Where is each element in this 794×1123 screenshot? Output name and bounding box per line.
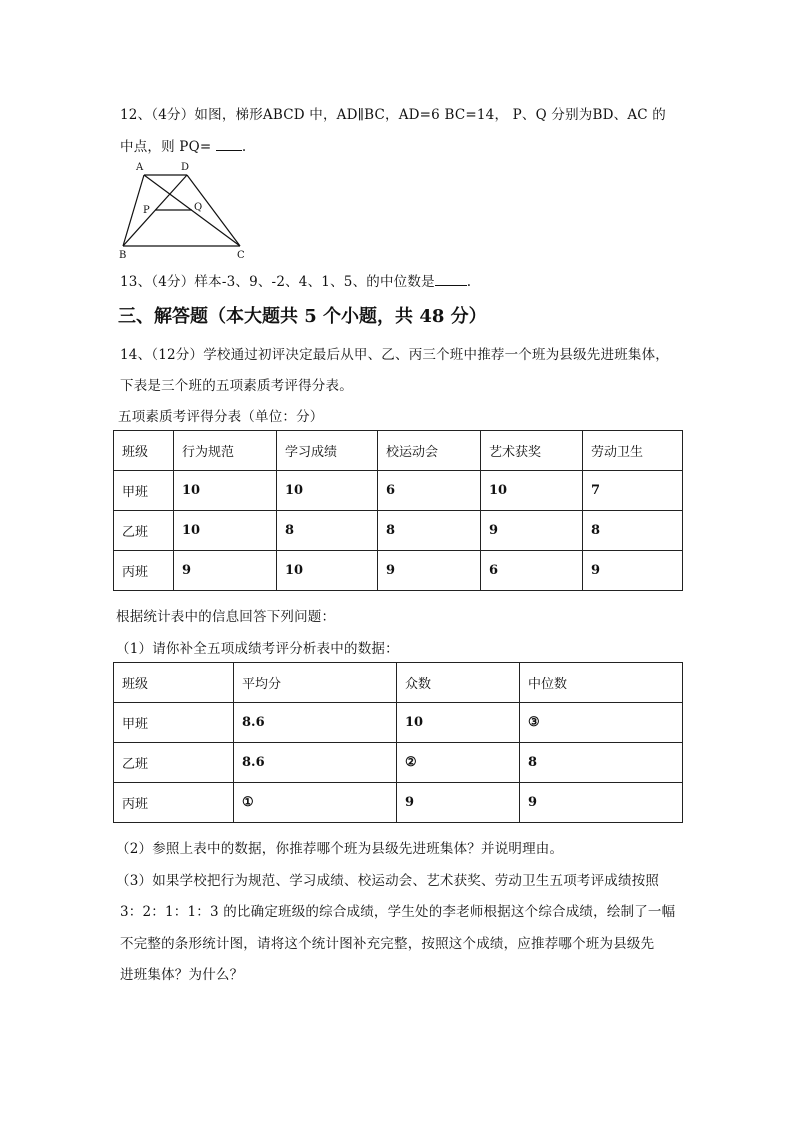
answer-blank-pq	[216, 138, 242, 151]
table-header-cell: 平均分	[234, 663, 397, 703]
analysis-table	[113, 662, 683, 823]
table-cell: 9	[520, 783, 683, 823]
table-cell: 8	[378, 511, 481, 551]
table-cell: 10	[277, 471, 378, 511]
table-row	[114, 511, 683, 551]
part3-line2: 3：2：1：1：3 的比确定班级的综合成绩，学生处的李老师根据这个综合成绩，绘制了一幅	[120, 904, 676, 920]
part2-text: （2）参照上表中的数据，你推荐哪个班为县级先进班集体？并说明理由。	[116, 841, 564, 857]
q14-line1: 14、（12分）学校通过初评决定最后从甲、乙、丙三个班中推荐一个班为县级先进班集体，	[120, 347, 670, 363]
table-cell: 10	[397, 703, 520, 743]
section-heading: 三、解答题（本大题共 5 个小题，共 48 分）	[118, 306, 487, 327]
table-header-cell: 行为规范	[174, 431, 277, 471]
table-cell: 8	[520, 743, 683, 783]
table-cell: 8	[277, 511, 378, 551]
table-row	[114, 783, 683, 823]
table-cell: 甲班	[114, 471, 174, 511]
answer-blank-median	[435, 273, 467, 286]
part3-line4: 进班集体？为什么？	[120, 967, 244, 983]
table-cell: 9	[481, 511, 583, 551]
label-d: D	[181, 162, 190, 173]
table-cell: 10	[481, 471, 583, 511]
label-p: P	[143, 205, 150, 216]
table-cell: 6	[378, 471, 481, 511]
table-cell: 9	[174, 551, 277, 591]
table-cell: 乙班	[114, 511, 174, 551]
table-header-cell: 班级	[114, 663, 234, 703]
table-cell: 9	[378, 551, 481, 591]
table-header-row	[114, 663, 683, 703]
table-cell: 丙班	[114, 551, 174, 591]
table-cell: 9	[583, 551, 683, 591]
table-cell: 8.6	[234, 743, 397, 783]
label-a: A	[136, 162, 144, 173]
table-cell: ①	[234, 783, 397, 823]
table-cell: ③	[520, 703, 683, 743]
table-header-cell: 艺术获奖	[481, 431, 583, 471]
table-cell: 8.6	[234, 703, 397, 743]
q12-line1: 12、（4分）如图，梯形ABCD 中，AD∥BC，AD=6 BC=14， P、Q 分别为BD、AC 的	[120, 107, 666, 123]
q13-text: 13、（4分）样本-3、9、-2、4、1、5、的中位数是	[120, 274, 435, 290]
table1-caption: 五项素质考评得分表（单位：分）	[118, 409, 324, 425]
table-cell: 乙班	[114, 743, 234, 783]
label-b: B	[119, 250, 127, 261]
q12-line2	[120, 135, 246, 155]
q12-line2-end: .	[241, 139, 247, 155]
label-q: Q	[194, 202, 203, 213]
segment-ab	[123, 175, 144, 246]
table-cell: 9	[397, 783, 520, 823]
part1-text: （1）请你补全五项成绩考评分析表中的数据：	[116, 641, 399, 657]
table-header-cell: 中位数	[520, 663, 683, 703]
table-header-cell: 校运动会	[378, 431, 481, 471]
table-header-cell: 劳动卫生	[583, 431, 683, 471]
trapezoid-figure	[116, 158, 256, 264]
q12-line2-text: 中点，则 PQ=	[120, 139, 216, 155]
table-header-cell: 众数	[397, 663, 520, 703]
q13-end: .	[466, 274, 472, 290]
table-cell: 10	[277, 551, 378, 591]
table-header-cell: 学习成绩	[277, 431, 378, 471]
part3-line3: 不完整的条形统计图，请将这个统计图补充完整，按照这个成绩，应推荐哪个班为县级先	[120, 936, 655, 952]
table-cell: 7	[583, 471, 683, 511]
q14-line2: 下表是三个班的五项素质考评得分表。	[120, 378, 353, 394]
table-cell: 丙班	[114, 783, 234, 823]
table-cell: 6	[481, 551, 583, 591]
table-cell: 甲班	[114, 703, 234, 743]
q13-line	[120, 270, 471, 290]
label-c: C	[237, 250, 245, 261]
table-header-row	[114, 431, 683, 471]
score-table	[113, 430, 683, 591]
table-header-cell: 班级	[114, 431, 174, 471]
table-cell: 10	[174, 511, 277, 551]
table-row	[114, 703, 683, 743]
table-row	[114, 743, 683, 783]
table-cell: 10	[174, 471, 277, 511]
table-row	[114, 551, 683, 591]
after-table1-text: 根据统计表中的信息回答下列问题：	[116, 609, 336, 625]
part3-line1: （3）如果学校把行为规范、学习成绩、校运动会、艺术获奖、劳动卫生五项考评成绩按照	[116, 873, 660, 889]
table-cell: ②	[397, 743, 520, 783]
table-row	[114, 471, 683, 511]
table-cell: 8	[583, 511, 683, 551]
